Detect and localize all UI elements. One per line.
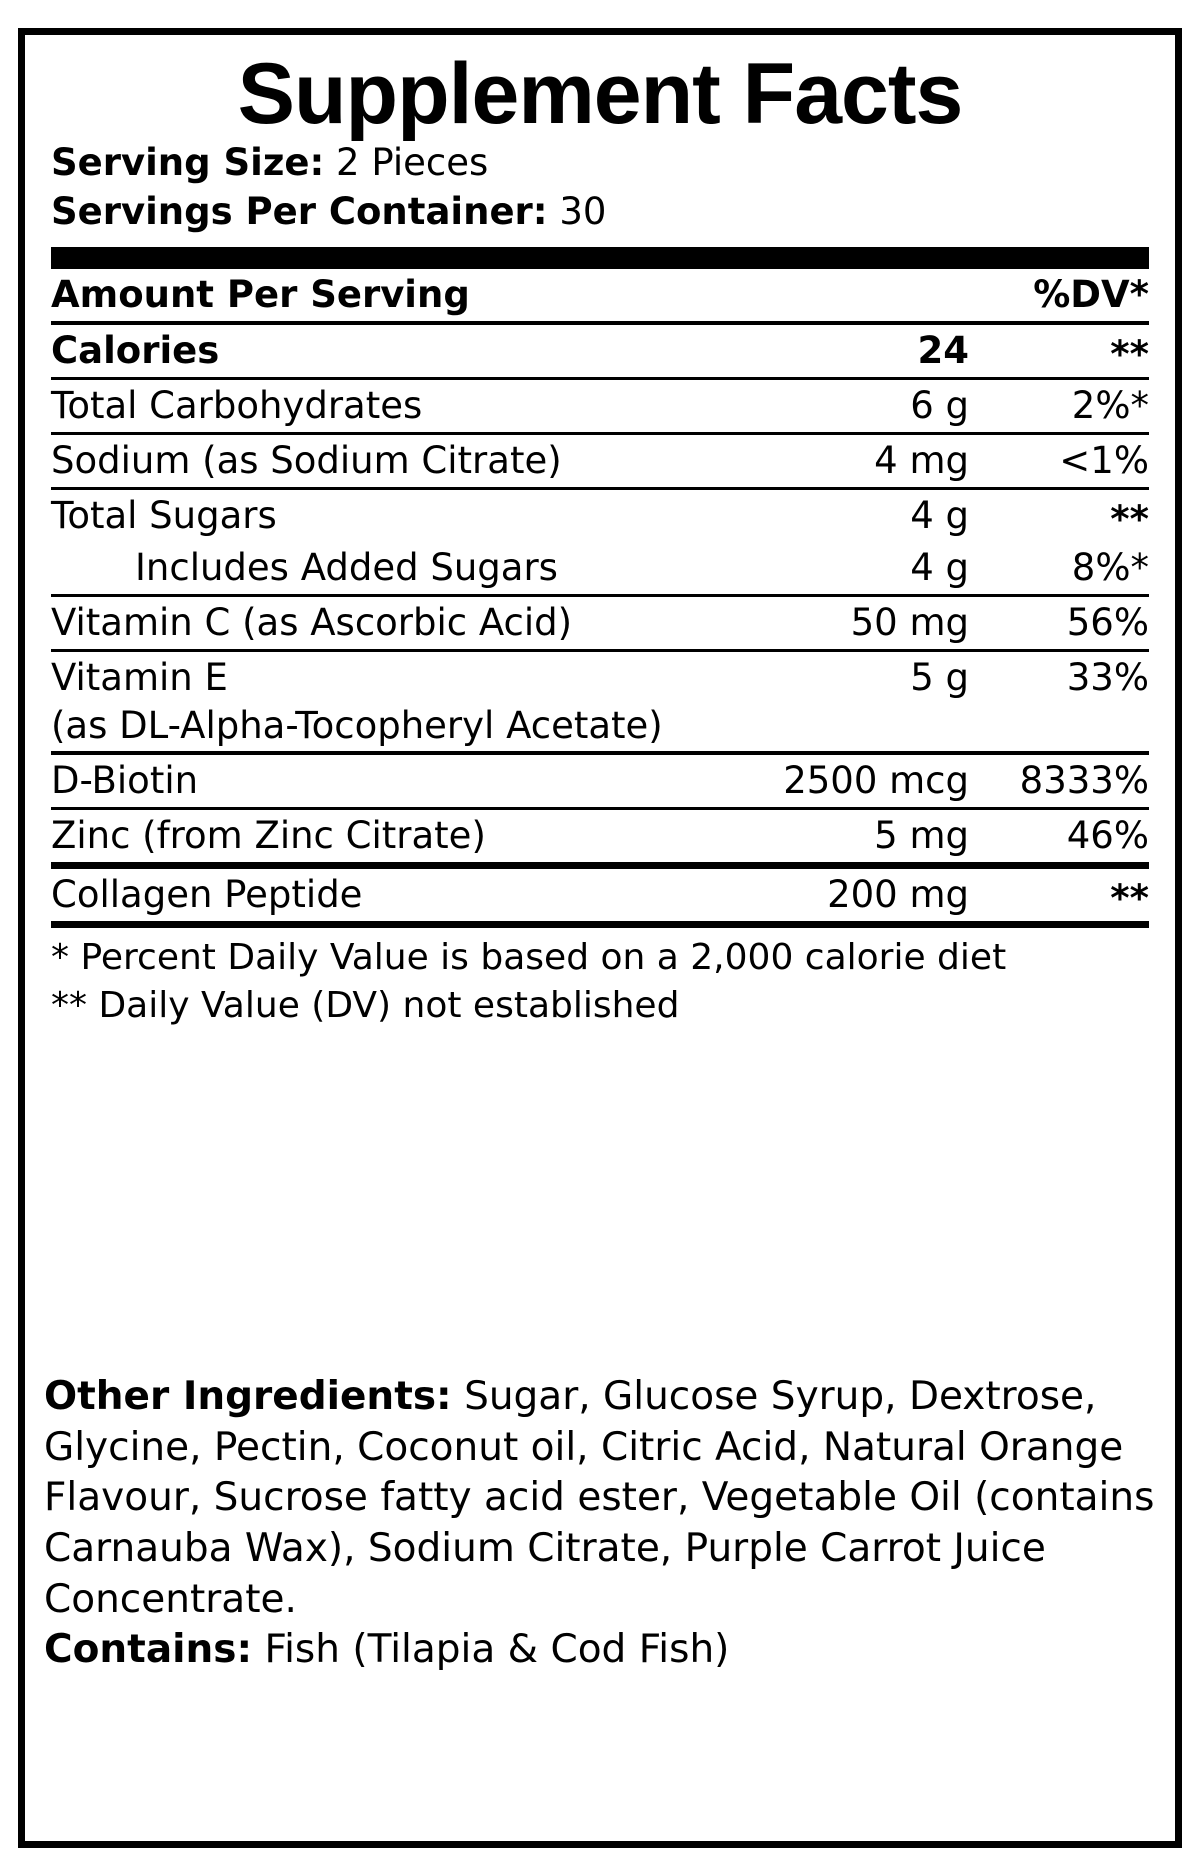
nutrition-table	[51, 269, 1149, 862]
nutrient-amount: 2500 mcg	[728, 753, 969, 809]
table-row	[51, 650, 1149, 704]
table-row	[51, 595, 1149, 650]
servings-per-container-value: 30	[559, 189, 607, 233]
table-row	[51, 542, 1149, 596]
nutrient-name: Vitamin E	[51, 650, 728, 704]
nutrient-amount: 4 g	[910, 545, 969, 589]
divider-medium-bottom	[51, 921, 1149, 928]
table-row	[51, 323, 1149, 379]
divider-thick-top	[51, 247, 1149, 269]
table-subline-row	[51, 704, 1149, 753]
nutrient-dv: 8333%	[969, 753, 1149, 809]
nutrient-amount: 5 g	[728, 650, 969, 704]
nutrient-amount: 4 g	[728, 488, 969, 542]
nutrient-dv: **	[969, 323, 1149, 379]
nutrient-amount: 50 mg	[728, 595, 969, 650]
nutrient-name: Sodium (as Sodium Citrate)	[51, 433, 728, 488]
nutrient-dv: <1%	[969, 433, 1149, 488]
nutrient-name: Collagen Peptide	[51, 872, 363, 916]
table-row	[51, 808, 1149, 862]
contains-label: Contains:	[44, 1627, 253, 1673]
table-row	[51, 753, 1149, 809]
footnotes	[51, 928, 1149, 1030]
nutrition-table-secondary	[51, 869, 1149, 921]
nutrient-name: Total Carbohydrates	[51, 378, 728, 433]
table-row	[51, 869, 1149, 921]
footnote-dv-not-established: ** Daily Value (DV) not established	[51, 984, 680, 1026]
other-ingredients-section	[18, 1372, 1182, 1676]
nutrient-dv: 33%	[969, 650, 1149, 704]
table-header-row	[51, 269, 1149, 323]
table-row	[51, 488, 1149, 542]
nutrient-name: Zinc (from Zinc Citrate)	[51, 808, 728, 862]
nutrient-amount: 4 mg	[728, 433, 969, 488]
nutrient-amount: 200 mg	[827, 872, 969, 916]
divider-medium	[51, 862, 1149, 869]
nutrient-source-note: (as DL-Alpha-Tocopheryl Acetate)	[51, 703, 663, 747]
nutrient-amount: 24	[728, 323, 969, 379]
contains-value: Fish (Tilapia & Cod Fish)	[264, 1627, 730, 1673]
nutrient-name: D-Biotin	[51, 753, 728, 809]
nutrient-amount: 6 g	[728, 378, 969, 433]
other-ingredients-value: Sugar, Glucose Syrup, Dextrose, Glycine, Pectin, Coconut oil, Citric Acid, Natural Orange Flavour, Sucrose fatty acid ester, Vegetable Oil (contains Carnauba Wax), Sodium Citrate, Purple Carrot Juice Concentrate.	[44, 1374, 1155, 1622]
nutrient-dv: 56%	[969, 595, 1149, 650]
other-ingredients-line	[44, 1372, 1156, 1625]
nutrient-name: Includes Added Sugars	[135, 545, 558, 589]
serving-size-label: Serving Size:	[51, 141, 325, 184]
page-title: Supplement Facts	[237, 46, 963, 142]
table-row	[51, 433, 1149, 488]
servings-per-container-label: Servings Per Container:	[51, 189, 548, 233]
serving-size-line	[51, 139, 1149, 188]
servings-per-container-line	[51, 188, 1149, 237]
column-header-dv: %DV*	[1033, 272, 1149, 316]
table-row	[51, 378, 1149, 433]
nutrient-dv: 2%*	[969, 378, 1149, 433]
nutrient-dv: 8%*	[1071, 545, 1149, 589]
contains-line	[44, 1625, 1156, 1676]
other-ingredients-label: Other Ingredients:	[44, 1374, 452, 1419]
serving-size-value: 2 Pieces	[336, 141, 489, 184]
nutrient-name: Vitamin C (as Ascorbic Acid)	[51, 595, 728, 650]
nutrient-dv: **	[969, 488, 1149, 542]
nutrient-name: Calories	[51, 323, 728, 379]
nutrient-name: Total Sugars	[51, 488, 728, 542]
footnote-daily-value-basis: * Percent Daily Value is based on a 2,000 calorie diet	[51, 936, 1007, 978]
nutrient-amount: 5 mg	[728, 808, 969, 862]
nutrient-dv: **	[1110, 877, 1149, 921]
column-header-amount: Amount Per Serving	[51, 272, 470, 316]
nutrient-dv: 46%	[969, 808, 1149, 862]
